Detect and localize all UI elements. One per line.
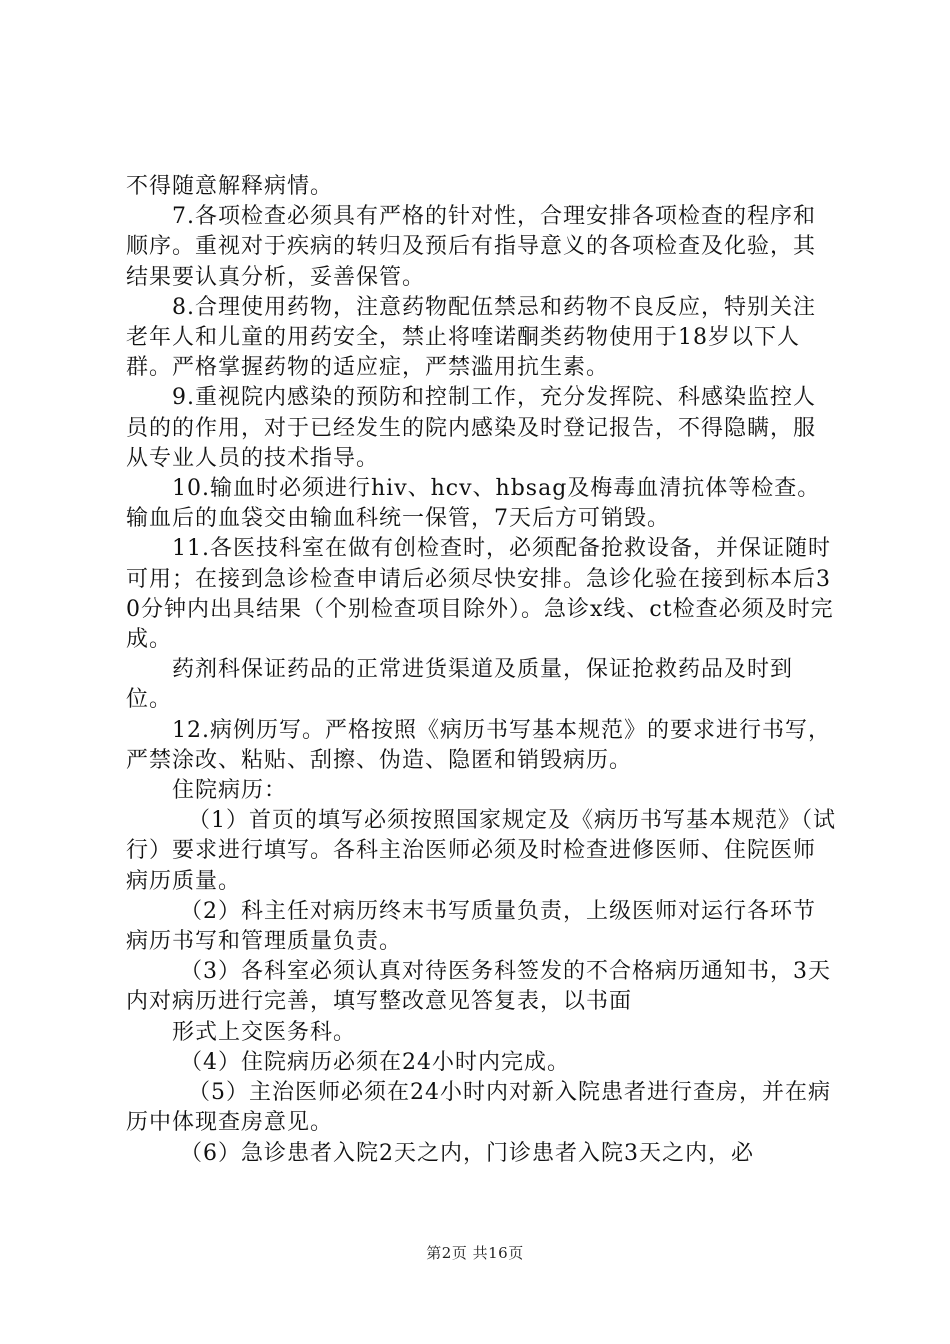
paragraph: （5）主治医师必须在24小时内对新入院患者进行查房，并在病历中体现查房意见。 (126, 1080, 831, 1136)
page-footer: 第2页 共16页 (426, 1244, 524, 1262)
paragraph: （1）首页的填写必须按照国家规定及《病历书写基本规范》（试行）要求进行填写。各科主治医师必须及时检查进修医师、住院医师病历质量。 (126, 808, 836, 894)
paragraph: 形式上交医务科。 (172, 1019, 357, 1045)
paragraph: 11.各医技科室在做有创检查时，必须配备抢救设备，并保证随时可用；在接到急诊检查申请后必须尽快安排。急诊化验在接到标本后30分钟内出具结果（个别检查项目除外）。急诊x线、ct检查必须及时完成。 (126, 536, 834, 653)
paragraph: 住院病历： (172, 778, 288, 804)
document-body (126, 172, 836, 1169)
paragraph: （3）各科室必须认真对待医务科签发的不合格病历通知书，3天内对病历进行完善，填写整改意见答复表，以书面 (126, 959, 831, 1015)
paragraph: （4）住院病历必须在24小时内完成。 (180, 1049, 570, 1075)
paragraph: 9.重视院内感染的预防和控制工作，充分发挥院、科感染监控人员的的作用，对于已经发生的院内感染及时登记报告，不得隐瞒，服从专业人员的技术指导。 (126, 385, 817, 471)
paragraph: 药剂科保证药品的正常进货渠道及质量，保证抢救药品及时到位。 (126, 657, 794, 713)
paragraph: 不得随意解释病情。 (126, 174, 334, 199)
paragraph: （2）科主任对病历终末书写质量负责，上级医师对运行各环节病历书写和管理质量负责。 (126, 898, 816, 955)
paragraph: 7.各项检查必须具有严格的针对性，合理安排各项检查的程序和顺序。重视对于疾病的转归及预后有指导意义的各项检查及化验，其结果要认真分析，妥善保管。 (126, 204, 817, 290)
paragraph: 10.输血时必须进行hiv、hcv、hbsag及梅毒血清抗体等检查。输血后的血袋交由输血科统一保管，7天后方可销毁。 (126, 476, 821, 532)
paragraph: 12.病例历写。严格按照《病历书写基本规范》的要求进行书写，严禁涂改、粘贴、刮擦、伪造、隐匿和销毁病历。 (126, 717, 831, 773)
paragraph: 8.合理使用药物，注意药物配伍禁忌和药物不良反应，特别关注老年人和儿童的用药安全，禁止将喹诺酮类药物使用于18岁以下人群。严格掌握药物的适应症，严禁滥用抗生素。 (126, 294, 816, 381)
paragraph: （6）急诊患者入院2天之内，门诊患者入院3天之内，必 (180, 1140, 754, 1166)
